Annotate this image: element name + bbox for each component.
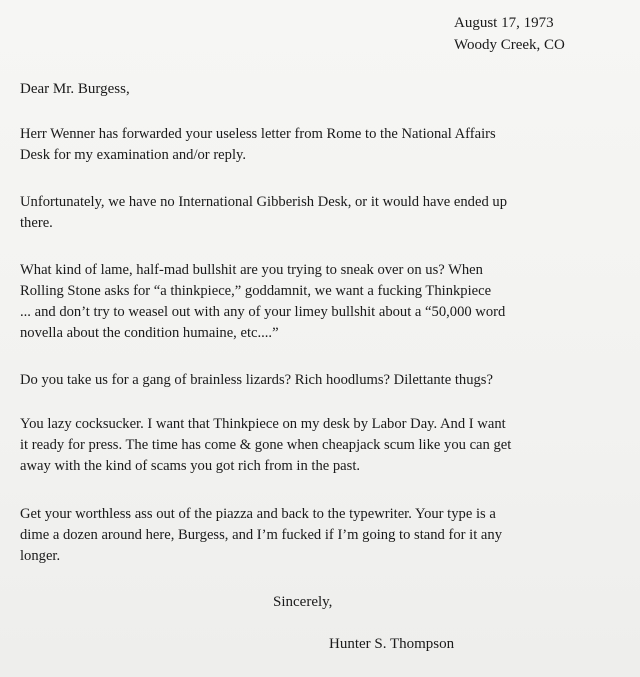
letter-salutation: Dear Mr. Burgess, [20, 81, 130, 97]
letter-signature: Hunter S. Thompson [329, 636, 455, 652]
paragraph-line: it ready for press. The time has come & gone when cheapjack scum like you can get [20, 437, 512, 453]
letter-dateline [454, 12, 565, 56]
letter-paragraph-2 [20, 192, 610, 234]
paragraph-line: Unfortunately, we have no International Gibberish Desk, or it would have ended up [20, 194, 507, 210]
paragraph-line: Do you take us for a gang of brainless lizards? Rich hoodlums? Dilettante thugs? [20, 372, 493, 388]
letter-paragraph-6 [20, 504, 610, 567]
letter-paragraph-4 [20, 370, 610, 391]
paragraph-line: You lazy cocksucker. I want that Thinkpiece on my desk by Labor Day. And I want [20, 416, 506, 432]
letter-closing: Sincerely, [273, 594, 333, 610]
paragraph-line: Desk for my examination and/or reply. [20, 147, 247, 163]
paragraph-line: What kind of lame, half-mad bullshit are you trying to sneak over on us? When [20, 262, 483, 278]
paragraph-line: Rolling Stone asks for “a thinkpiece,” goddamnit, we want a fucking Thinkpiece [20, 283, 492, 299]
paragraph-line: Get your worthless ass out of the piazza and back to the typewriter. Your type is a [20, 506, 496, 522]
letter-date: August 17, 1973 [454, 15, 554, 31]
paragraph-line: away with the kind of scams you got rich from in the past. [20, 458, 361, 474]
letter-place: Woody Creek, CO [454, 37, 565, 53]
paragraph-line: longer. [20, 548, 61, 564]
letter-paragraph-3 [20, 260, 610, 344]
letter-paragraph-1 [20, 124, 610, 166]
paragraph-line: novella about the condition humaine, etc....” [20, 325, 279, 341]
paragraph-line: Herr Wenner has forwarded your useless letter from Rome to the National Affairs [20, 126, 496, 142]
paragraph-line: ... and don’t try to weasel out with any of your limey bullshit about a “50,000 word [20, 304, 506, 320]
paragraph-line: there. [20, 215, 53, 231]
paragraph-line: dime a dozen around here, Burgess, and I’m fucked if I’m going to stand for it any [20, 527, 502, 543]
letter-paragraph-5 [20, 414, 610, 477]
